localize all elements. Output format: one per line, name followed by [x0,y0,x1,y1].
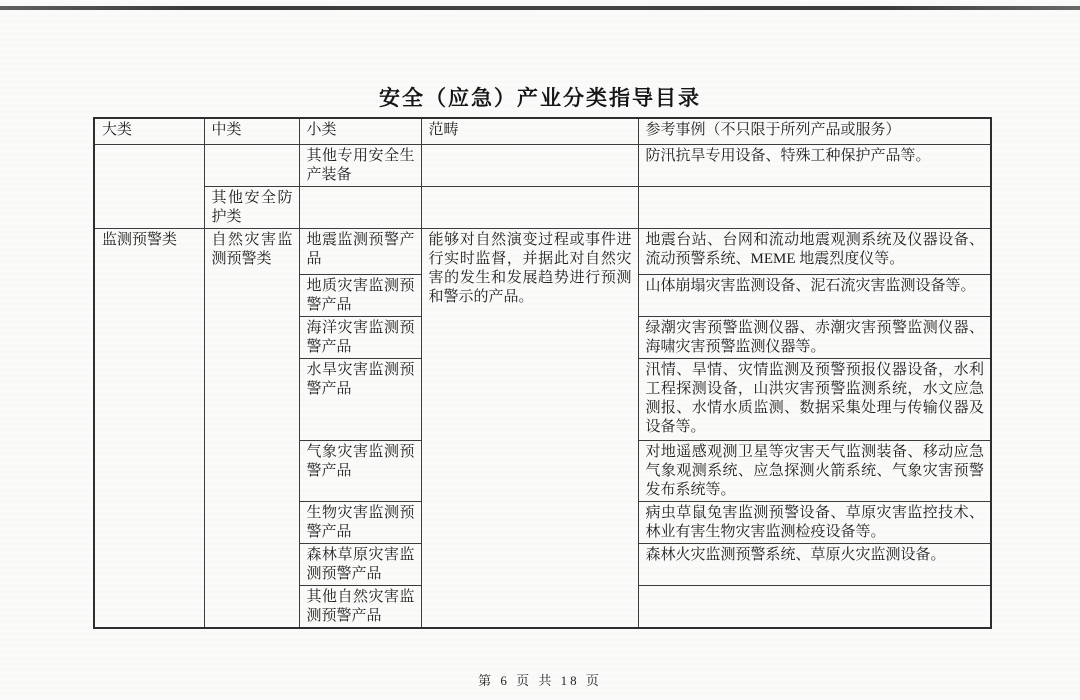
cell-middle [204,144,299,186]
classification-table [93,117,992,629]
header-scope: 范畴 [421,118,638,144]
cell-examples: 汛情、旱情、灾情监测及预警预报仪器设备，水利工程探测设备，山洪灾害预警监测系统，水文应急测报、水情水质监测、数据采集处理与传输仪器及设备等。 [638,358,991,440]
cell-sub: 海洋灾害监测预警产品 [299,316,421,358]
cell-middle: 其他安全防护类 [204,186,299,228]
cell-examples: 绿潮灾害预警监测仪器、赤潮灾害预警监测仪器、海啸灾害预警监测仪器等。 [638,316,991,358]
cell-sub: 地质灾害监测预警产品 [299,274,421,316]
scan-artifact-line [0,6,1080,10]
cell-middle-natural-disaster: 自然灾害监测预警类 [204,228,299,628]
header-middle-category: 中类 [204,118,299,144]
cell-sub: 气象灾害监测预警产品 [299,440,421,501]
cell-sub [299,186,421,228]
header-sub-category: 小类 [299,118,421,144]
cell-examples: 森林火灾监测预警系统、草原火灾监测设备。 [638,543,991,585]
cell-examples: 地震台站、台网和流动地震观测系统及仪器设备、流动预警系统、MEME 地震烈度仪等。 [638,228,991,274]
table-row [94,144,991,186]
cell-examples [638,186,991,228]
cell-sub: 地震监测预警产品 [299,228,421,274]
cell-examples: 山体崩塌灾害监测设备、泥石流灾害监测设备等。 [638,274,991,316]
cell-examples: 对地遥感观测卫星等灾害天气监测装备、移动应急气象观测系统、应急探测火箭系统、气象灾害预警发布系统等。 [638,440,991,501]
cell-scope-natural-disaster: 能够对自然演变过程或事件进行实时监督，并据此对自然灾害的发生和发展趋势进行预测和警示的产品。 [421,228,638,628]
page-title: 安全（应急）产业分类指导目录 [379,86,701,110]
cell-examples: 病虫草鼠兔害监测预警设备、草原灾害监控技术、林业有害生物灾害监测检疫设备等。 [638,501,991,543]
cell-sub: 水旱灾害监测预警产品 [299,358,421,440]
cell-major-blank [94,144,204,228]
cell-examples [638,585,991,628]
table-row [94,186,991,228]
cell-sub: 生物灾害监测预警产品 [299,501,421,543]
header-examples: 参考事例（不只限于所列产品或服务） [638,118,991,144]
cell-major-monitoring: 监测预警类 [94,228,204,628]
table-row [94,228,991,274]
cell-scope-blank [421,144,638,186]
cell-examples: 防汛抗旱专用设备、特殊工种保护产品等。 [638,144,991,186]
cell-sub: 其他专用安全生产装备 [299,144,421,186]
table-header-row [94,118,991,144]
cell-sub: 其他自然灾害监测预警产品 [299,585,421,628]
cell-sub: 森林草原灾害监测预警产品 [299,543,421,585]
cell-scope-blank [421,186,638,228]
header-major-category: 大类 [94,118,204,144]
page-number: 第 6 页 共 18 页 [478,673,602,688]
